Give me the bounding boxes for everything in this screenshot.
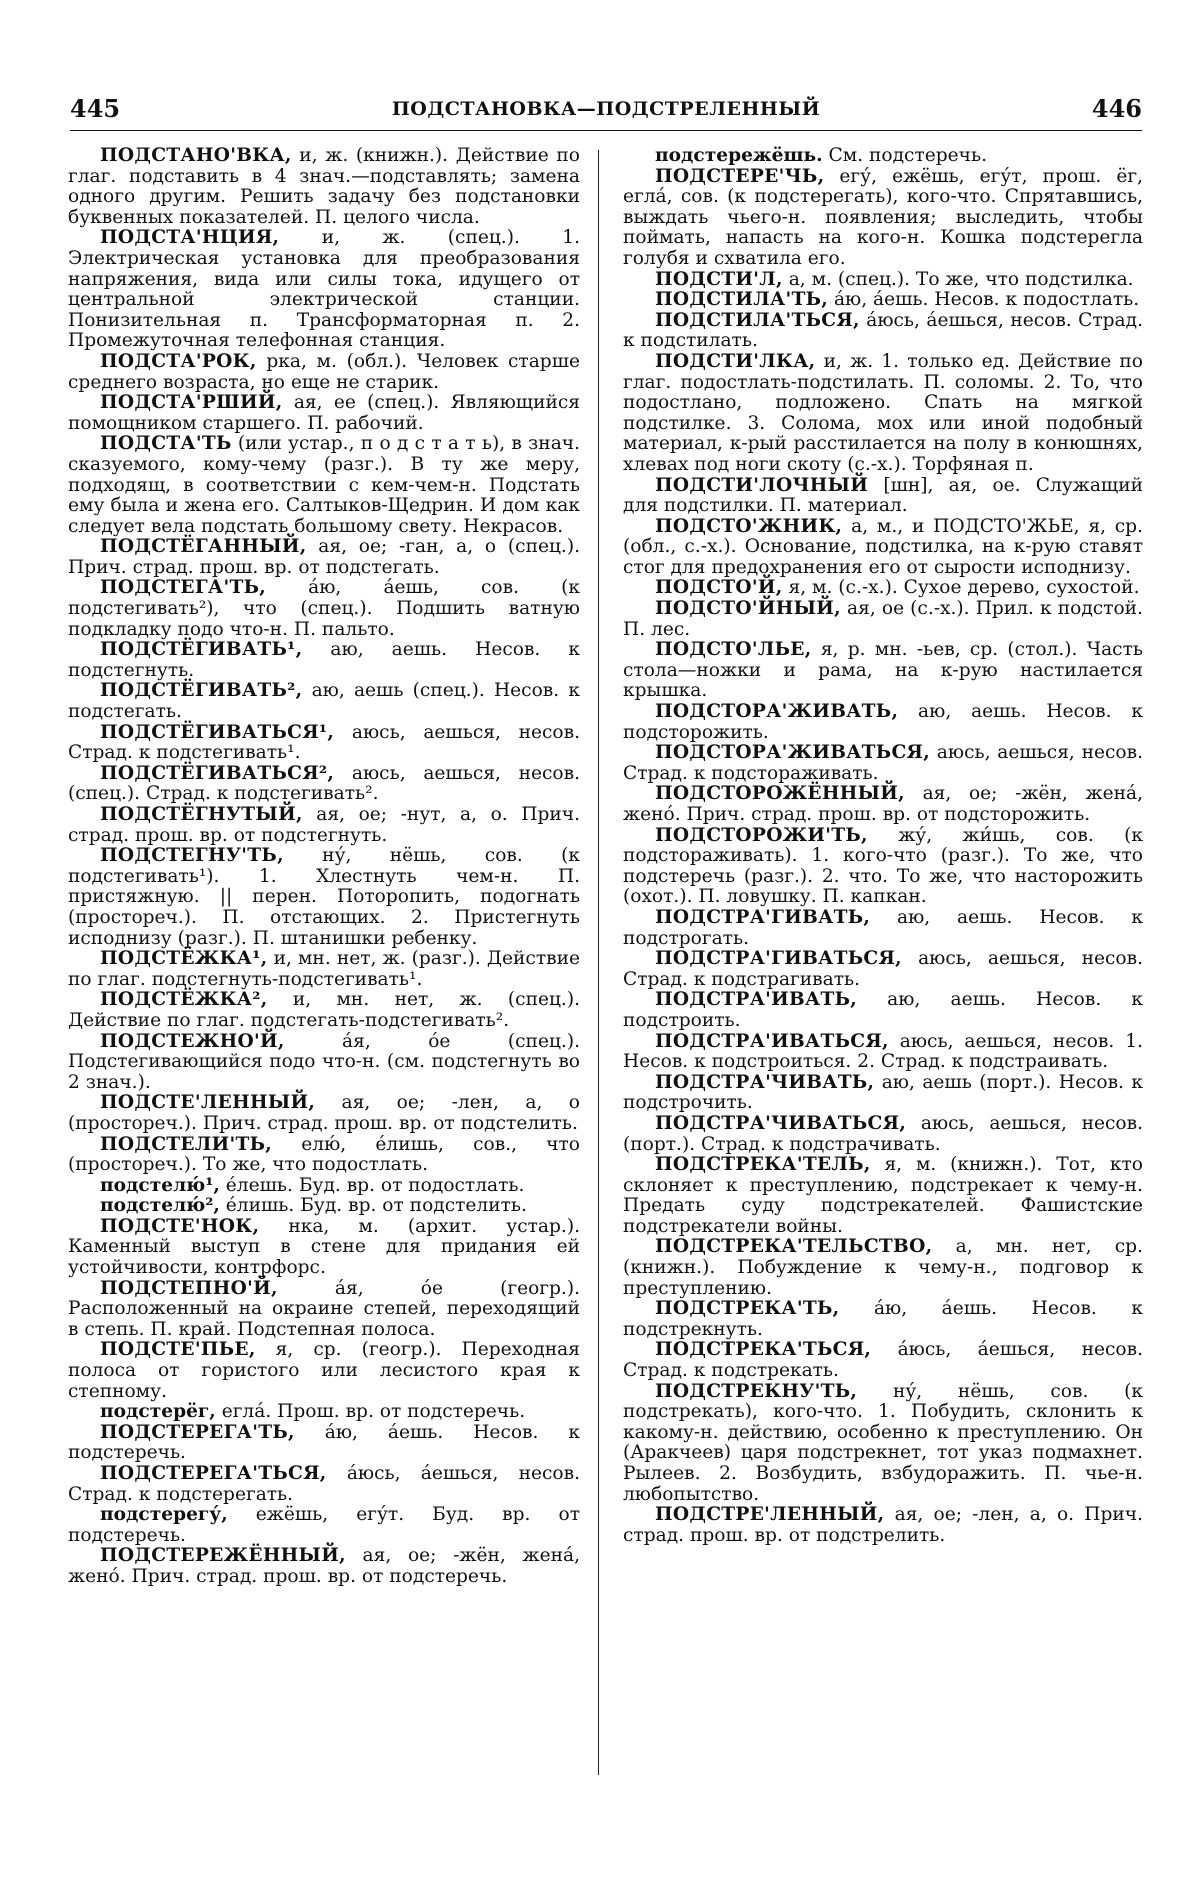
entry-headword: ПОДСТЕ'ЛЕННЫЙ, (100, 1092, 316, 1114)
entry-definition: аюсь, аешься, несов. (порт.). Страд. к подстрачивать. (623, 1112, 1143, 1155)
dictionary-entry (68, 1340, 580, 1402)
dictionary-entry (623, 1505, 1143, 1546)
right-column (623, 146, 1143, 1546)
entry-definition: нка, м. (архит. устар.). Каменный выступ в стене для придания ей устойчивости, контрфорс. (68, 1215, 580, 1279)
header-rule (70, 130, 1142, 131)
entry-headword: ПОДСТИЛА'ТЬ, (655, 289, 829, 311)
entry-headword: ПОДСТЕРЕГА'ТЬ, (100, 1421, 295, 1443)
entry-headword: ПОДСТИ'ЛОЧНЫЙ (655, 474, 869, 496)
dictionary-entry (623, 517, 1143, 579)
page-number-left: 445 (70, 94, 121, 123)
entry-headword: подстерегу́, (100, 1504, 228, 1526)
entry-definition: я, р. мн. -ьев, ср. (стол.). Часть стола—ножки и рама, на к-рую настилается крышка. (623, 639, 1143, 702)
dictionary-entry (68, 990, 580, 1031)
entry-headword: ПОДСТРА'ЧИВАТЬ, (655, 1071, 875, 1093)
dictionary-entry (68, 228, 580, 352)
entry-definition: ая, ое; -нут, а, о. Прич. страд. прош. вр. от подстегнуть. (68, 804, 580, 846)
entry-definition: егла́. Прош. вр. от подстеречь. (215, 1401, 526, 1423)
entry-headword: ПОДСТЕГА'ТЬ, (100, 577, 267, 599)
dictionary-entry (623, 167, 1143, 270)
entry-headword: подстерёг, (100, 1401, 216, 1423)
dictionary-entry (68, 1464, 580, 1505)
entry-definition: ая, ое (с.-х.). Прил. к подстой. П. лес. (623, 598, 1143, 640)
entry-headword: ПОДСТРА'ЧИВАТЬСЯ, (655, 1112, 907, 1134)
entry-definition: а́ю, а́ешь. Несов. к подстрекнуть. (623, 1298, 1143, 1340)
running-head: ПОДСТАНОВКА—ПОДСТРЕЛЕННЫЙ (391, 98, 821, 120)
dictionary-entry (68, 1546, 580, 1587)
dictionary-entry (623, 599, 1143, 640)
entry-definition: егу́, ежёшь, егу́т, прош. ёг, егла́, сов. (к подстерегать), кого-что. Спрятавшись, выждать чьего-н. появления; выследить, чтобы поймать, напасть на кого-н. Кошка подстерегла голубя и схватила его. (623, 165, 1143, 269)
entry-definition: аю, аешь (спец.). Несов. к подстегать. (68, 680, 580, 723)
entry-definition: елю́, е́лишь, сов., что (простореч.). То же, что подостлать. (68, 1133, 580, 1176)
dictionary-entry (68, 1402, 580, 1423)
entry-headword: ПОДСТОРОЖЁННЫЙ, (655, 783, 905, 805)
dictionary-entry (68, 723, 580, 764)
entry-definition: жу́, жи́шь, сов. (к подстораживать). 1. кого-что (разг.). То же, что подстеречь (разг.). 2. что. То же, что насторожить (охот.). П. ловушку. П. капкан. (623, 824, 1143, 908)
entry-definition: и, мн. нет, ж. (спец.). Действие по глаг. подстегать-подстегивать². (68, 989, 580, 1031)
entry-headword: ПОДСТИ'ЛКА, (655, 350, 816, 372)
entry-definition: ая, ее (спец.). Являющийся помощником старшего. П. рабочий. (68, 392, 580, 434)
dictionary-entry (623, 1382, 1143, 1506)
entry-definition: аю, аешь. Несов. к подстроить. (623, 989, 1143, 1031)
entry-definition: а́юсь, а́ешься, несов. Страд. к подстрекать. (623, 1339, 1143, 1382)
dictionary-entry (623, 578, 1143, 599)
entry-headword: ПОДСТЕРЕГА'ТЬСЯ, (100, 1463, 327, 1484)
entry-headword: ПОДСТРА'ИВАТЬ, (655, 989, 858, 1011)
entry-headword: ПОДСТЁЖКА¹, (100, 948, 268, 970)
dictionary-entry (68, 1279, 580, 1341)
entry-definition: См. подстеречь. (822, 145, 987, 166)
entry-definition: а́юсь, а́ешься, несов. Страд. к подстерегать. (68, 1463, 580, 1505)
entry-headword: ПОДСТА'НЦИЯ, (100, 227, 280, 249)
dictionary-entry (623, 352, 1143, 476)
dictionary-entry (623, 270, 1143, 291)
entry-headword: ПОДСТРЕКА'ТЕЛЬ, (655, 1154, 871, 1176)
entry-headword: ПОДСТОРА'ЖИВАТЬ, (655, 701, 899, 723)
entry-headword: ПОДСТРЕКНУ'ТЬ, (655, 1380, 858, 1402)
dictionary-entry (623, 1032, 1143, 1073)
dictionary-entry (68, 1135, 580, 1176)
page-header (70, 94, 1142, 128)
entry-headword: ПОДСТЕРЕ'ЧЬ, (655, 165, 825, 187)
entry-headword: ПОДСТЕРЕЖЁННЫЙ, (100, 1545, 346, 1567)
dictionary-entry (68, 764, 580, 805)
entry-definition: а́ю, а́ешь. Несов. к подстеречь. (68, 1421, 580, 1464)
dictionary-entry (623, 826, 1143, 908)
entry-headword: ПОДСТЕЛИ'ТЬ, (100, 1133, 273, 1155)
dictionary-entry (623, 290, 1143, 311)
dictionary-entry (68, 949, 580, 990)
entry-definition: а́ю, а́ешь. Несов. к подостлать. (828, 289, 1140, 311)
entry-definition: я, м. (с.-х.). Сухое дерево, сухостой. (782, 577, 1140, 599)
entry-headword: ПОДСТРА'ГИВАТЬСЯ, (655, 948, 902, 970)
dictionary-entry (68, 1093, 580, 1134)
dictionary-entry (68, 1176, 580, 1197)
dictionary-entry (68, 146, 580, 228)
entry-headword: ПОДСТЁГНУТЫЙ, (100, 804, 303, 825)
entry-definition: а́я, о́е (геогр.). Расположенный на окраине степей, переходящий в степь. П. край. Подстепная полоса. (68, 1277, 580, 1340)
entry-headword: ПОДСТО'Й, (655, 577, 783, 599)
entry-headword: ПОДСТЁГИВАТЬ¹, (100, 639, 303, 661)
dictionary-entry (623, 476, 1143, 517)
dictionary-entry (68, 1505, 580, 1546)
dictionary-entry (623, 1114, 1143, 1155)
dictionary-entry (623, 1237, 1143, 1299)
dictionary-entry (68, 681, 580, 722)
entry-definition: ая, ое; -ган, а, о (спец.). Прич. страд. прош. вр. от подстегать. (68, 536, 580, 578)
entry-headword: подстережёшь. (655, 145, 823, 166)
entry-headword: ПОДСТЁЖКА², (100, 989, 268, 1011)
entry-definition: и, ж. (спец.). 1. Электрическая установка для преобразования напряжения, вида или силы тока, идущего от центральной электрической станции. Понизительная п. Трансформаторная п. 2. Промежуточная телефонная станция. (68, 227, 580, 352)
dictionary-entry (623, 784, 1143, 825)
dictionary-entry (68, 537, 580, 578)
column-divider (598, 150, 599, 1775)
dictionary-entry (68, 578, 580, 640)
entry-definition: и, ж. (книжн.). Действие по глаг. подставить в 4 знач.—подставлять; замена одного другим. Решить задачу без подстановки буквенных показателей. П. целого числа. (68, 145, 580, 228)
page-number-right: 446 (1091, 94, 1142, 123)
entry-headword: ПОДСТО'ЙНЫЙ, (655, 598, 841, 620)
entry-headword: ПОДСТОРОЖИ'ТЬ, (655, 824, 868, 846)
entry-definition: а, м. (спец.). То же, что подстилка. (782, 268, 1134, 290)
entry-definition: ая, ое; -лен, а, о (простореч.). Прич. страд. прош. вр. от подстелить. (68, 1092, 580, 1134)
dictionary-entry (623, 1299, 1143, 1340)
entry-definition: а́юсь, а́ешься, несов. Страд. к подстилать. (623, 309, 1143, 352)
left-column (68, 146, 580, 1588)
entry-headword: ПОДСТИЛА'ТЬСЯ, (655, 309, 860, 331)
dictionary-entry (68, 846, 580, 949)
entry-definition: аюсь, аешься, несов. Страд. к подстегивать¹. (68, 721, 580, 764)
dictionary-entry (623, 949, 1143, 990)
entry-definition: ну́, нёшь, сов. (к подстегивать¹). 1. Хлестнуть чем-н. П. пристяжную. || перен. Поторопить, подогнать (простореч.). П. отстающих. 2. Пристегнуть исподнизу (разг.). П. штанишки ребенку. (68, 845, 580, 949)
entry-headword: ПОДСТРЕКА'ТЬ, (655, 1298, 840, 1320)
entry-definition: аюсь, аешься, несов. 1. Несов. к подстроиться. 2. Страд. к подстраивать. (623, 1030, 1143, 1073)
dictionary-entry (68, 640, 580, 681)
entry-headword: ПОДСТЁГИВАТЬСЯ², (100, 762, 335, 784)
entry-definition: [шн], ая, ое. Служащий для подстилки. П. материал. (623, 474, 1143, 517)
entry-definition: (или устар., п о д с т а т ь), в знач. сказуемого, кому-чему (разг.). В ту же меру, подходящ, в соответствии с кем-чем-н. Подстать ему была и жена его. Салтыков-Щедрин. И дом как следует вела подстать большому свету. Некрасов. (68, 433, 580, 537)
entry-headword: ПОДСТЁГИВАТЬСЯ¹, (100, 721, 335, 743)
entry-definition: аюсь, аешься, несов. Страд. к подстораживать. (623, 742, 1143, 784)
entry-definition: ну́, нёшь, сов. (к подстрекать), кого-что. 1. Побудить, склонить к какому-н. действию, особенно к преступлению. Он (Аракчеев) царя подстрекнет, тот указ подмахнет. Рылеев. 2. Возбудить, взбудоражить. П. чье-н. любопытство. (623, 1380, 1143, 1505)
entry-definition: я, м. (книжн.). Тот, кто склоняет к преступлению, подстрекает к чему-н. Предать суду подстрекателей. Фашистские подстрекатели войны. (623, 1154, 1143, 1237)
entry-definition: аю, аешь. Несов. к подстегнуть. (68, 639, 580, 681)
entry-headword: ПОДСТРА'ГИВАТЬ, (655, 906, 871, 928)
entry-definition: а́я, о́е (спец.). Подстегивающийся подо что-н. (см. подстегнуть во 2 знач.). (68, 1030, 580, 1093)
entry-headword: ПОДСТИ'Л, (655, 268, 783, 290)
dictionary-entry (68, 805, 580, 846)
entry-headword: ПОДСТЁГИВАТЬ², (100, 680, 303, 702)
dictionary-entry (623, 146, 1143, 167)
entry-headword: ПОДСТЕЖНО'Й, (100, 1030, 285, 1052)
entry-headword: ПОДСТЕ'ПЬЕ, (100, 1339, 256, 1361)
entry-headword: ПОДСТАНО'ВКА, (100, 145, 292, 166)
entry-headword: подстелю́², (100, 1195, 220, 1217)
entry-definition: аюсь, аешься, несов. Страд. к подстрагивать. (623, 948, 1143, 990)
entry-definition: е́лишь. Буд. вр. от подстелить. (219, 1195, 527, 1217)
dictionary-entry (68, 352, 580, 393)
dictionary-entry (623, 702, 1143, 743)
dictionary-entry (623, 1073, 1143, 1114)
entry-definition: аю, аешь. Несов. к подстрогать. (623, 906, 1143, 949)
entry-definition: рка, м. (обл.). Человек старше среднего возраста, но еще не старик. (68, 350, 580, 393)
entry-headword: ПОДСТЕГНУ'ТЬ, (100, 845, 284, 867)
entry-headword: ПОДСТЕ'НОК, (100, 1215, 260, 1237)
entry-definition: ая, ое; -лен, а, о. Прич. страд. прош. вр. от подстрелить. (623, 1504, 1143, 1546)
dictionary-entry (623, 1155, 1143, 1237)
entry-headword: ПОДСТРЕ'ЛЕННЫЙ, (655, 1504, 885, 1526)
entry-headword: подстелю́¹, (100, 1174, 220, 1196)
dictionary-entry (623, 311, 1143, 352)
entry-headword: ПОДСТА'РОК, (100, 350, 257, 372)
entry-definition: а, мн. нет, ср. (книжн.). Побуждение к чему-н., подговор к преступлению. (623, 1236, 1143, 1299)
dictionary-entry (68, 393, 580, 434)
dictionary-entry (68, 434, 580, 537)
dictionary-entry (623, 908, 1143, 949)
entry-headword: ПОДСТА'ТЬ (100, 433, 232, 455)
entry-definition: ая, ое; -жён, жена́, жено́. Прич. страд. прош. вр. от подсторожить. (623, 783, 1143, 825)
entry-headword: ПОДСТРА'ИВАТЬСЯ, (655, 1030, 889, 1052)
dictionary-entry (68, 1217, 580, 1279)
dictionary-entry (68, 1423, 580, 1464)
dictionary-entry (623, 640, 1143, 702)
entry-definition: ая, ое; -жён, жена́, жено́. Прич. страд. прош. вр. от подстеречь. (68, 1545, 580, 1587)
entry-definition: а́ю, а́ешь, сов. (к подстегивать²), что (спец.). Подшить ватную подкладку подо что-н. П. пальто. (68, 577, 580, 640)
entry-headword: ПОДСТО'ЖНИК, (655, 515, 843, 537)
entry-headword: ПОДСТОРА'ЖИВАТЬСЯ, (655, 742, 931, 764)
dictionary-entry (623, 990, 1143, 1031)
entry-definition: а, м., и ПОДСТО'ЖЬЕ, я, ср. (обл., с.-х.). Основание, подстилка, на к-рую ставят стог для предохранения его от сырости исподнизу. (623, 515, 1143, 578)
entry-headword: ПОДСТРЕКА'ТЬСЯ, (655, 1339, 872, 1361)
entry-headword: ПОДСТО'ЛЬЕ, (655, 639, 812, 661)
dictionary-entry (623, 743, 1143, 784)
dictionary-entry (623, 1340, 1143, 1381)
entry-definition: и, ж. 1. только ед. Действие по глаг. подостлать-подстилать. П. соломы. 2. То, что подостлано, подложено. Спать на мягкой подстилке. 3. Солома, мох или иной подобный материал, к-рый расстилается на полу в конюшнях, хлевах под ноги скоту (с.-х.). Торфяная п. (623, 350, 1143, 475)
entry-headword: ПОДСТЁГАННЫЙ, (100, 536, 307, 558)
entry-headword: ПОДСТА'РШИЙ, (100, 392, 283, 414)
entry-definition: е́лешь. Буд. вр. от подостлать. (219, 1174, 525, 1196)
dictionary-entry (68, 1032, 580, 1094)
dictionary-entry (68, 1196, 580, 1217)
entry-definition: ежёшь, егу́т. Буд. вр. от подстеречь. (68, 1504, 580, 1546)
entry-definition: я, ср. (геогр.). Переходная полоса от гористого или лесистого края к степному. (68, 1339, 580, 1402)
entry-headword: ПОДСТЕПНО'Й, (100, 1277, 278, 1299)
entry-definition: аю, аешь. Несов. к подсторожить. (623, 701, 1143, 743)
entry-definition: аю, аешь (порт.). Несов. к подстрочить. (623, 1071, 1143, 1114)
entry-headword: ПОДСТРЕКА'ТЕЛЬСТВО, (655, 1236, 933, 1258)
entry-definition: и, мн. нет, ж. (разг.). Действие по глаг. подстегнуть-подстегивать¹. (68, 948, 580, 990)
entry-definition: аюсь, аешься, несов. (спец.). Страд. к подстегивать². (68, 762, 580, 805)
